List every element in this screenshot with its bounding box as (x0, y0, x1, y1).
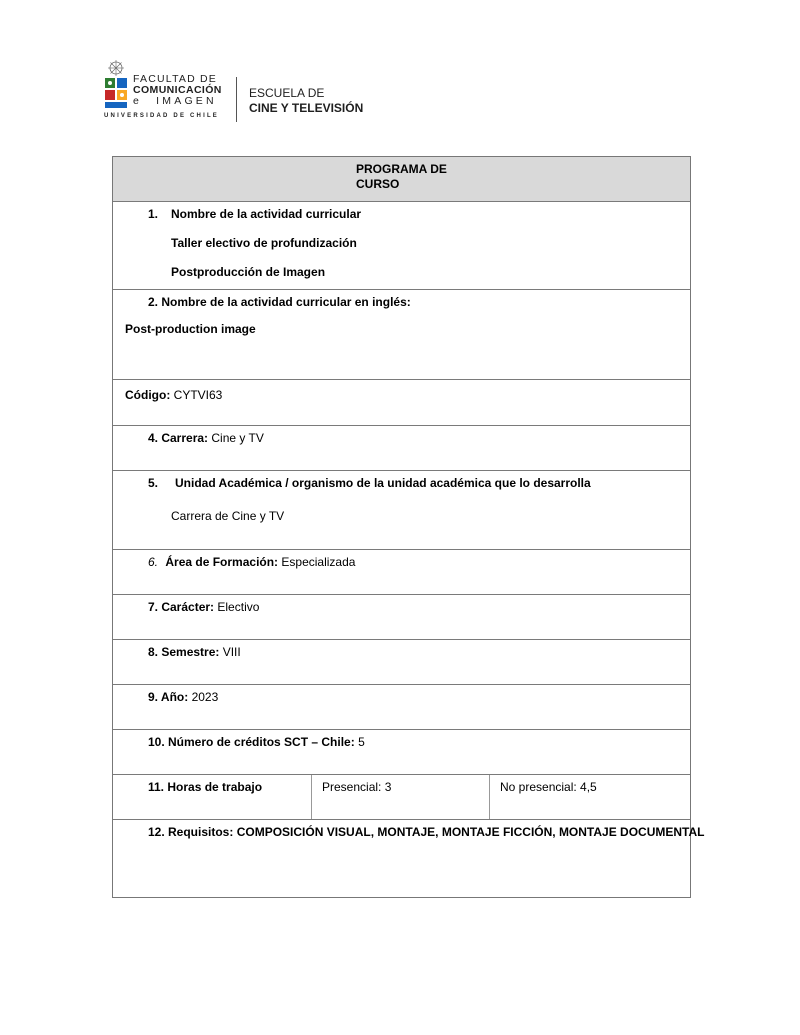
row5-label: Unidad Académica / organismo de la unidad académica que lo desarrolla (175, 476, 591, 490)
table-title-row (113, 157, 690, 202)
row1-value-1: Taller electivo de profundización (171, 236, 357, 250)
row12-label: 12. Requisitos: (148, 825, 234, 839)
row4-label: 4. Carrera: (148, 431, 209, 445)
row8-label: 8. Semestre: (148, 645, 220, 659)
row6-value: Especializada (281, 555, 356, 569)
faculty-line-2: COMUNICACIÓN (133, 84, 222, 96)
row-activity-name (113, 202, 690, 290)
title-line-2: CURSO (356, 177, 400, 191)
row2-value: Post-production image (125, 322, 256, 336)
row9-label: 9. Año: (148, 690, 189, 704)
row11-presencial: Presencial: 3 (322, 780, 392, 794)
row-english-name (113, 290, 690, 380)
row-academic-unit (113, 471, 690, 550)
faculty-line-3: IMAGEN (156, 95, 217, 107)
row-requirements (113, 820, 705, 897)
row1-label: Nombre de la actividad curricular (171, 207, 362, 221)
row-training-area (113, 550, 690, 595)
row5-number: 5. (148, 476, 159, 490)
row11-divider-1 (311, 775, 312, 819)
school-line-1: ESCUELA DE (249, 86, 325, 100)
school-name (249, 86, 363, 116)
row-semester (113, 640, 690, 685)
header-divider (236, 77, 237, 122)
row3-label: Código: (125, 388, 171, 402)
course-program-table (112, 156, 705, 898)
row9-value: 2023 (191, 690, 219, 704)
row1-number: 1. (148, 207, 159, 221)
row8-value: VIII (222, 645, 241, 659)
faculty-line-1: FACULTAD DE (133, 73, 217, 85)
row-code (113, 380, 690, 426)
faculty-name (133, 74, 222, 107)
row11-label: 11. Horas de trabajo (148, 780, 263, 794)
row-career (113, 426, 690, 471)
row6-label: Área de Formación: (165, 555, 279, 569)
row10-value: 5 (358, 735, 365, 749)
row5-value: Carrera de Cine y TV (171, 509, 285, 523)
row-character (113, 595, 690, 640)
row2-label: 2. Nombre de la actividad curricular en inglés: (148, 295, 411, 309)
row7-label: 7. Carácter: (148, 600, 215, 614)
row11-divider-2 (489, 775, 490, 819)
row7-value: Electivo (217, 600, 260, 614)
row6-number: 6. (148, 555, 159, 569)
school-line-2: CINE Y TELEVISIÓN (249, 101, 364, 115)
university-crest-logo (103, 60, 129, 112)
title-line-1: PROGRAMA DE (356, 162, 447, 176)
document-header (103, 58, 403, 126)
university-name: UNIVERSIDAD DE CHILE (104, 113, 220, 119)
faculty-line-3-e: e (133, 95, 143, 107)
row-work-hours (113, 775, 690, 820)
row11-no-presencial: No presencial: 4,5 (500, 780, 597, 794)
row4-value: Cine y TV (211, 431, 264, 445)
row12-value: COMPOSICIÓN VISUAL, MONTAJE, MONTAJE FICCIÓN, MONTAJE DOCUMENTAL (236, 825, 705, 839)
row3-value: CYTVI63 (173, 388, 223, 402)
row1-value-2: Postproducción de Imagen (171, 265, 326, 279)
row10-label: 10. Número de créditos SCT – Chile: (148, 735, 355, 749)
row-year (113, 685, 690, 730)
row-credits (113, 730, 690, 775)
